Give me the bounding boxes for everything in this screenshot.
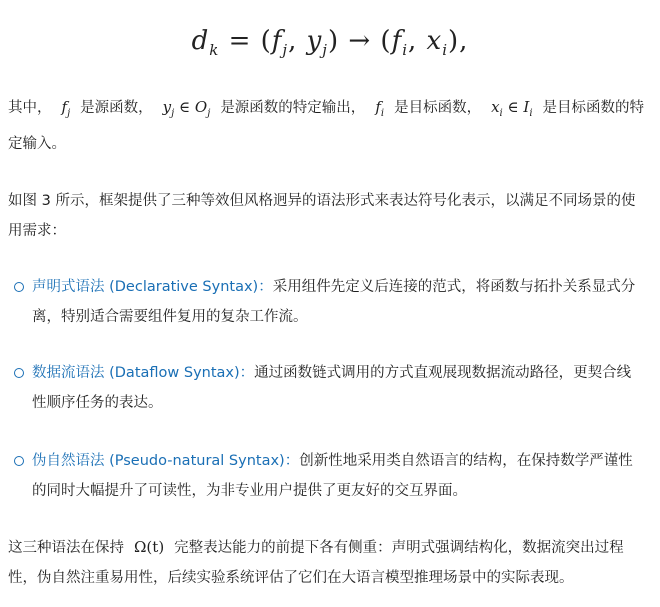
term-description: 采用组件先定义后连接的范式，将函数与拓扑关系显式分离，特别适合需要组件复用的复杂工作流。 (32, 279, 636, 325)
intro-paragraph: 如图 3 所示，框架提供了三种等效但风格迥异的语法形式来表达符号化表示，以满足不同场景的使用需求： (8, 193, 636, 239)
mapping-formula (0, 26, 660, 59)
text: 是源函数， (80, 100, 153, 116)
term-label: 伪自然语法 (Pseudo-natural Syntax)： (32, 453, 300, 469)
math-xi: $x_i$ ∈ $I_i$ (491, 98, 533, 119)
formula-sub: j (282, 41, 289, 60)
formula-part: y (306, 26, 323, 56)
term-label: 数据流语法 (Dataflow Syntax)： (32, 365, 255, 381)
list-item-declarative (14, 272, 644, 332)
term-description: 创新性地采用类自然语言的结构，在保持数学严谨性的同时大幅提升了可读性，为非专业用户提供了更友好的交互界面。 (32, 453, 633, 499)
formula-sub: i (402, 41, 408, 60)
formula-part: d (191, 26, 210, 56)
formula-part: x (426, 26, 443, 56)
bullet-circle-icon (14, 368, 24, 378)
formula-part: , (408, 26, 427, 56)
text: 完整表达能力的前提下各有侧重：声明式强调结构化，数据流突出过程性，伪自然注重易用性，后续实验系统评估了它们在大语言模型推理场景中的实际表现。 (8, 540, 624, 586)
term-label: 声明式语法 (Declarative Syntax)： (32, 279, 273, 295)
list-item-pseudo-natural (14, 446, 644, 506)
list-item-dataflow (14, 358, 644, 418)
formula-part: f (271, 26, 283, 56)
math-omega: Ω(t) (134, 538, 165, 556)
bullet-circle-icon (14, 282, 24, 292)
math-yj: $y_j$ ∈ $O_j$ (162, 98, 211, 119)
term-description: 通过函数链式调用的方式直观展现数据流动路径，更契合线性顺序任务的表达。 (32, 365, 632, 411)
math-fj: $f_j$ (61, 98, 71, 119)
definition-paragraph (8, 92, 648, 159)
text: 是目标函数， (394, 100, 482, 116)
text: 其中， (8, 100, 52, 116)
summary-paragraph (8, 532, 648, 593)
formula-part: ), (448, 26, 469, 56)
formula-sub: j (322, 41, 328, 60)
math-fi: $f_i$ (375, 98, 385, 119)
formula-part: ) → ( (327, 26, 392, 56)
formula-part: , (288, 26, 307, 56)
formula-part: = ( (219, 26, 272, 56)
formula-sub: i (442, 41, 449, 60)
formula-sub: k (209, 41, 220, 60)
text: 是目标函数的特定输入。 (8, 100, 645, 152)
text: 这三种语法在保持 (8, 540, 124, 556)
formula-part: f (391, 26, 403, 56)
text: 是源函数的特定输出， (220, 100, 366, 116)
bullet-circle-icon (14, 456, 24, 466)
